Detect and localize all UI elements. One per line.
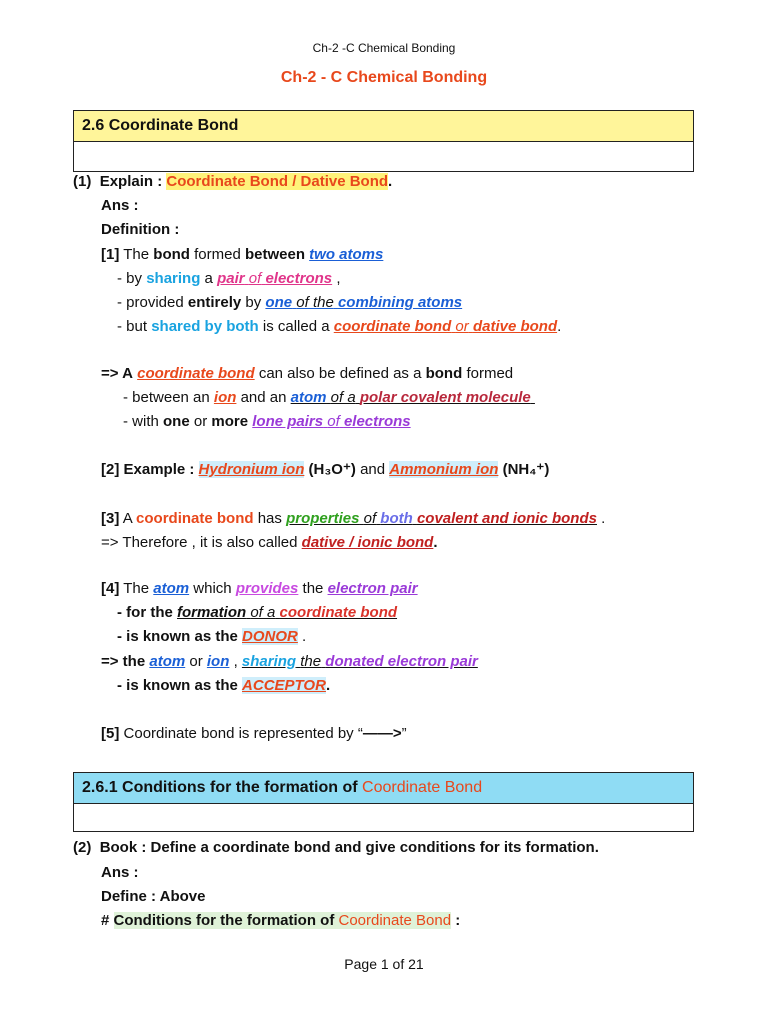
define-line: Define : Above <box>101 888 206 905</box>
text: - between an <box>123 389 210 406</box>
question-2-line <box>73 838 599 858</box>
text: sharing <box>241 653 297 670</box>
text: ACCEPTOR <box>242 677 326 694</box>
text: DONOR <box>242 628 298 645</box>
text: ion <box>213 389 237 406</box>
text: Hydronium ion <box>198 461 305 478</box>
alt-definition-line-3 <box>123 412 411 432</box>
question-prompt: Book : Define a coordinate bond and give conditions for its formation. <box>99 839 599 856</box>
text: bond <box>153 246 190 263</box>
text: bond <box>425 365 463 382</box>
point-marker: [4] <box>101 580 120 597</box>
question-1-line <box>73 172 392 192</box>
alt-definition-line-2 <box>123 388 535 408</box>
text: - by <box>117 270 143 287</box>
text: atom <box>149 653 186 670</box>
text: coordinate bond <box>333 318 452 335</box>
text: the <box>300 653 322 670</box>
text: . <box>433 534 438 551</box>
point-marker: [3] <box>101 510 120 527</box>
text: Coordinate bond is represented by “ <box>123 725 363 742</box>
section-heading: 2.6 Coordinate Bond <box>74 111 693 142</box>
text: both <box>380 510 413 527</box>
arrow-symbol: ——> <box>362 725 402 742</box>
document-title: Ch-2 - C Chemical Bonding <box>280 69 488 86</box>
text: or <box>189 653 203 670</box>
text: [2] Example : <box>101 461 195 478</box>
text: The <box>123 580 150 597</box>
text: . <box>325 677 331 694</box>
text: Coordinate Bond <box>338 912 452 929</box>
point-4-line-2 <box>117 603 397 623</box>
point-1-line-2 <box>117 269 340 289</box>
text: covalent and ionic bonds <box>416 510 597 527</box>
question-number: (2) <box>73 839 92 856</box>
text: of <box>363 510 377 527</box>
text: is called a <box>262 318 330 335</box>
text: which <box>193 580 232 597</box>
text: of the <box>296 294 334 311</box>
point-5-line <box>101 724 407 744</box>
text: - for the <box>117 604 173 621</box>
point-4-line-4 <box>101 652 478 672</box>
text: => the <box>101 653 146 670</box>
text: atom <box>153 580 190 597</box>
text: and an <box>240 389 287 406</box>
question-end: . <box>388 173 393 190</box>
text: properties <box>286 510 360 527</box>
text: . <box>557 318 562 335</box>
text: shared by both <box>151 318 259 335</box>
text: atom <box>290 389 327 406</box>
text: lone pairs <box>252 413 324 430</box>
point-1-line-1 <box>101 245 383 265</box>
question-prompt: Explain : <box>99 173 163 190</box>
text: has <box>257 510 282 527</box>
text: - but <box>117 318 148 335</box>
text: formed <box>466 365 514 382</box>
point-3-line-2 <box>101 533 438 553</box>
text: : <box>455 912 461 929</box>
point-3-line-1 <box>101 509 605 529</box>
text: 2.6.1 Conditions for the formation of <box>82 779 358 796</box>
text: donated electron pair <box>325 653 478 670</box>
text: or <box>455 318 469 335</box>
text: . <box>601 510 606 527</box>
text: of <box>248 270 262 287</box>
text: - is known as the <box>117 677 238 694</box>
text: Conditions for the formation of <box>113 912 335 929</box>
text: (H₃O⁺) <box>308 461 356 478</box>
text: . <box>302 628 307 645</box>
text: , <box>336 270 341 287</box>
text: electrons <box>343 413 411 430</box>
text: Ammonium ion <box>389 461 499 478</box>
alt-definition-line-1 <box>101 364 513 384</box>
conditions-heading <box>101 911 460 931</box>
answer-label: Ans : <box>101 864 139 881</box>
section-heading-box <box>73 772 694 832</box>
text: , <box>233 653 238 670</box>
text: one <box>265 294 293 311</box>
text: sharing <box>146 270 201 287</box>
text: - is known as the <box>117 628 238 645</box>
answer-label: Ans : <box>101 197 139 214</box>
point-4-line-5 <box>117 676 330 696</box>
text: between <box>244 246 305 263</box>
question-number: (1) <box>73 173 92 190</box>
text: polar covalent molecule <box>359 389 531 406</box>
section-heading <box>74 773 693 804</box>
text: of <box>327 413 340 430</box>
text: two atoms <box>309 246 384 263</box>
text: dative bond <box>472 318 558 335</box>
text: (NH₄⁺) <box>502 461 550 478</box>
page-number: Page 1 of 21 <box>344 956 424 972</box>
running-header: Ch-2 -C Chemical Bonding <box>312 41 456 55</box>
text: electron pair <box>327 580 418 597</box>
point-1-line-3 <box>117 293 462 313</box>
text: provides <box>235 580 299 597</box>
text: entirely <box>187 294 242 311</box>
text: by <box>245 294 262 311</box>
definition-label: Definition : <box>101 221 180 238</box>
text: The <box>123 246 150 263</box>
section-heading-box <box>73 110 694 172</box>
text: of a <box>250 604 276 621</box>
text: ion <box>206 653 230 670</box>
text: one <box>163 413 190 430</box>
text: coordinate bond <box>136 510 254 527</box>
text: can also be defined as a <box>258 365 422 382</box>
text: coordinate bond <box>279 604 398 621</box>
text: and <box>360 461 386 478</box>
text: - provided <box>117 294 184 311</box>
point-marker: [1] <box>101 246 120 263</box>
point-marker: [5] <box>101 725 120 742</box>
text: ” <box>401 725 407 742</box>
text: A <box>122 510 132 527</box>
text: electrons <box>265 270 333 287</box>
text: or <box>193 413 208 430</box>
text: more <box>211 413 249 430</box>
example-line <box>101 460 549 480</box>
text: formation <box>177 604 247 621</box>
point-4-line-3 <box>117 627 306 647</box>
text: # <box>101 912 110 929</box>
text: a <box>204 270 213 287</box>
text: Coordinate Bond <box>362 779 483 796</box>
text: => A <box>101 365 133 382</box>
text: pair <box>217 270 245 287</box>
point-4-line-1 <box>101 579 418 599</box>
question-topic: Coordinate Bond / Dative Bond <box>166 173 389 190</box>
text: coordinate bond <box>137 365 255 382</box>
text: formed <box>194 246 241 263</box>
point-1-line-4 <box>117 317 561 337</box>
text: dative / ionic bond <box>301 534 434 551</box>
text: - with <box>123 413 159 430</box>
text: of a <box>330 389 356 406</box>
text: => Therefore , it is also called <box>101 534 298 551</box>
text: combining atoms <box>337 294 463 311</box>
text: the <box>302 580 324 597</box>
